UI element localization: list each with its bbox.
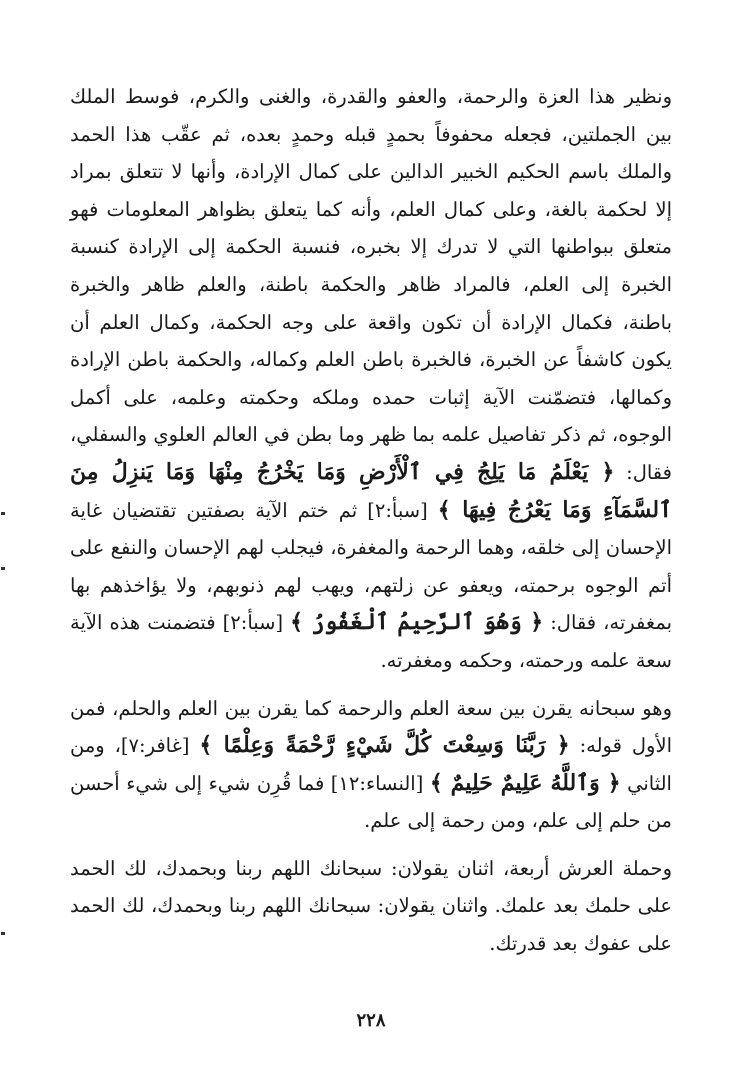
paragraph-3 bbox=[70, 850, 672, 963]
paragraph-3-text-1: وحملة العرش أربعة، اثنان يقولان: سبحانك اللهم ربنا وبحمدك، لك الحمد على حلمك بعد علمك. واثنان يقولان: سبحانك اللهم ربنا وبحمدك، لك الحمد على عفوك بعد قدرتك. bbox=[70, 856, 672, 956]
edge-mark bbox=[1, 567, 5, 570]
page-number: ٢٢٨ bbox=[356, 1010, 386, 1031]
paragraph-2 bbox=[70, 690, 672, 840]
paragraph-1-text-1: ونظير هذا العزة والرحمة، والعفو والقدرة، والغنى والكرم، فوسط الملك بين الجملتين، فجعله محفوفاً بحمدٍ قبله وحمدٍ بعده، ثم عقّب هذا الحمد والملك باسم الحكيم الخبير الدالين على كمال الإرادة، وأنها لا تتعلق بمراد إلا لحكمة بالغة، وعلى كمال العلم، وأنه كما يتعلق بظواهر المعلومات فهو متعلق ببواطنها التي لا تدرك إلا بخبره، فنسبة الحكمة إلى الإرادة كنسبة الخبرة إلى العلم، فالمراد ظاهر والحكمة باطنة، والعلم ظاهر والخبرة باطنة، فكمال الإرادة أن تكون واقعة على وجه الحكمة، وكمال العلم أن يكون كاشفاً عن الخبرة، فالخبرة باطن العلم وكماله، والحكمة باطن الإرادة وكمالها، فتضمّنت الآية إثبات حمده وملكه وحكمته وعلمه، على أكمل الوجوه، ثم ذكر تفاصيل علمه بما ظهر وما بطن في العالم العلوي والسفلي، فقال: bbox=[70, 85, 672, 484]
quran-verse-ghafir-7: ﴿ رَبَّنَا وَسِعْتَ كُلَّ شَيْءٍ رَّحْمَةً وَعِلْمًا ﴾ bbox=[199, 732, 570, 759]
paragraph-1-text-3: [سبأ:٢] فتضمنت هذه الآية سعة علمه ورحمته، وحكمه ومغفرته. bbox=[70, 611, 672, 672]
edge-mark bbox=[1, 932, 5, 935]
edge-mark bbox=[1, 512, 5, 515]
quran-verse-saba-2a: ﴿ يَعْلَمُ مَا يَلِجُ فِي ٱلْأَرْضِ وَمَا يَخْرُجُ مِنْهَا وَمَا يَنزِلُ مِنَ ٱلسَّمَآءِ وَمَا يَعْرُجُ فِيهَا ﴾ bbox=[70, 458, 672, 523]
quran-verse-saba-2b: ﴿ وَهُوَ ٱلرَّحِيمُ ٱلْغَفُورُ ﴾ bbox=[290, 609, 544, 636]
quran-verse-nisa-12: ﴿ وَٱللَّهُ عَلِيمٌ حَلِيمٌ ﴾ bbox=[429, 769, 621, 796]
paragraph-2-text-2: [غافر:٧]، ومن الثاني bbox=[70, 734, 672, 795]
paragraph-1-text-2: [سبأ:٢] ثم ختم الآية بصفتين تقتضيان غاية الإحسان إلى خلقه، وهما الرحمة والمغفرة، فيجلب لهم الإحسان والنفع على أتم الوجوه برحمته، ويعفو عن زلتهم، ويهب لهم ذنوبهم، ولا يؤاخذهم بها بمغفرته، فقال: bbox=[70, 498, 673, 635]
paragraph-2-text-3: [النساء:١٢] فما قُرِن شيء إلى شيء أحسن من حلم إلى علم، ومن رحمة إلى علم. bbox=[70, 771, 672, 833]
paragraph-2-text-1: وهو سبحانه يقرن بين سعة العلم والرحمة كما يقرن بين العلم والحلم، فمن الأول قوله: bbox=[70, 696, 672, 758]
page-body bbox=[70, 78, 672, 1072]
paragraph-1 bbox=[70, 78, 672, 680]
